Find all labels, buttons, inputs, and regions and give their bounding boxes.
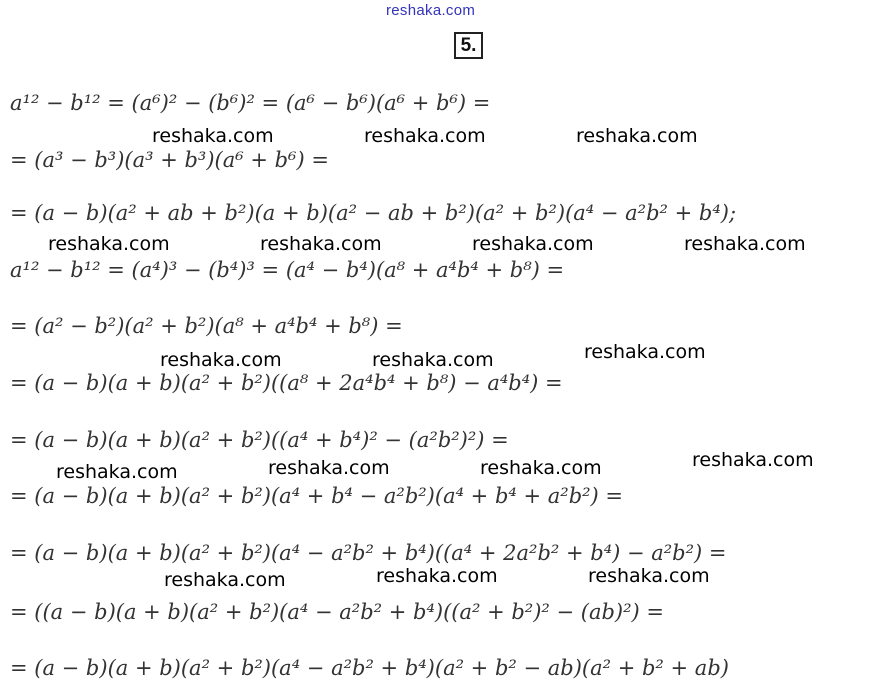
watermark: reshaka.com: [692, 449, 814, 471]
watermark: reshaka.com: [684, 233, 806, 255]
watermark: reshaka.com: [56, 461, 178, 483]
math-line-5: = (a² − b²)(a² + b²)(a⁸ + a⁴b⁴ + b⁸) =: [10, 314, 403, 338]
watermark: reshaka.com: [372, 349, 494, 371]
watermark: reshaka.com: [584, 341, 706, 363]
math-line-11: = (a − b)(a + b)(a² + b²)(a⁴ − a²b² + b⁴)(a² + b² − ab)(a² + b² + ab): [10, 656, 729, 680]
watermark: reshaka.com: [164, 569, 286, 591]
watermark: reshaka.com: [152, 125, 274, 147]
math-line-3: = (a − b)(a² + ab + b²)(a + b)(a² − ab + b²)(a² + b²)(a⁴ − a²b² + b⁴);: [10, 201, 737, 225]
watermark: reshaka.com: [576, 125, 698, 147]
watermark: reshaka.com: [480, 457, 602, 479]
watermark: reshaka.com: [260, 233, 382, 255]
math-line-9: = (a − b)(a + b)(a² + b²)(a⁴ − a²b² + b⁴)((a⁴ + 2a²b² + b⁴) − a²b²) =: [10, 541, 727, 565]
math-line-10: = ((a − b)(a + b)(a² + b²)(a⁴ − a²b² + b⁴)((a² + b²)² − (ab)²) =: [10, 600, 664, 624]
watermark: reshaka.com: [588, 565, 710, 587]
math-line-7: = (a − b)(a + b)(a² + b²)((a⁴ + b⁴)² − (a²b²)²) =: [10, 428, 509, 452]
watermark: reshaka.com: [376, 565, 498, 587]
watermark: reshaka.com: [268, 457, 390, 479]
watermark: reshaka.com: [364, 125, 486, 147]
math-line-8: = (a − b)(a + b)(a² + b²)(a⁴ + b⁴ − a²b²)(a⁴ + b⁴ + a²b²) =: [10, 484, 624, 508]
problem-number-box: 5.: [454, 32, 483, 59]
watermark: reshaka.com: [48, 233, 170, 255]
math-line-6: = (a − b)(a + b)(a² + b²)((a⁸ + 2a⁴b⁴ + b⁸) − a⁴b⁴) =: [10, 371, 563, 395]
watermark: reshaka.com: [160, 349, 282, 371]
math-line-2: = (a³ − b³)(a³ + b³)(a⁶ + b⁶) =: [10, 148, 329, 172]
watermark: reshaka.com: [472, 233, 594, 255]
site-link[interactable]: reshaka.com: [386, 2, 476, 19]
math-line-4: a¹² − b¹² = (a⁴)³ − (b⁴)³ = (a⁴ − b⁴)(a⁸ + a⁴b⁴ + b⁸) =: [10, 258, 565, 282]
math-line-1: a¹² − b¹² = (a⁶)² − (b⁶)² = (a⁶ − b⁶)(a⁶ + b⁶) =: [10, 91, 491, 115]
